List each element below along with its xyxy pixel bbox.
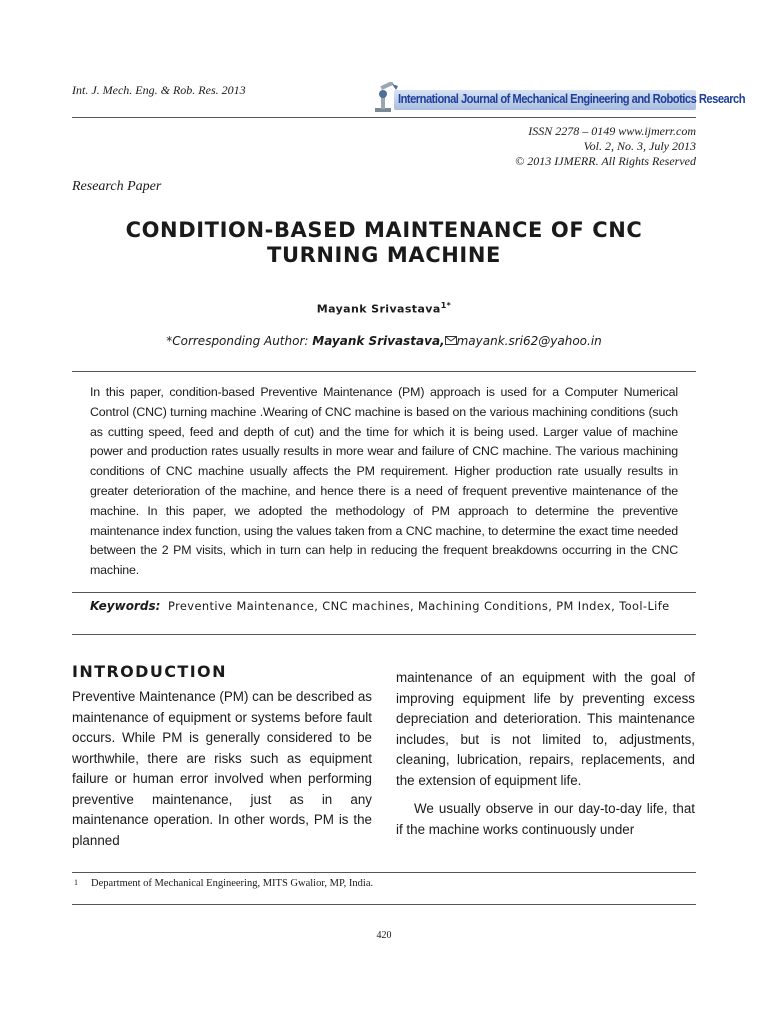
envelope-icon <box>445 334 457 348</box>
right-paragraph-1: maintenance of an equipment with the goal of improving equipment life by preventing excess depreciation and deterioration. This maintenance includes, but is not limited to, adjustments, cleaning, lubrication, repairs, replacements, and the extension of equipment life. <box>396 670 695 788</box>
section-heading-introduction: INTRODUCTION <box>72 662 227 681</box>
keywords-label: Keywords: <box>90 599 161 613</box>
corresponding-prefix: *Corresponding Author: <box>166 334 313 348</box>
journal-full-title: International Journal of Mechanical Engineering and Robotics Research <box>398 91 746 106</box>
header-divider <box>72 117 696 118</box>
author-line <box>72 301 696 316</box>
left-column-text: Preventive Maintenance (PM) can be described as maintenance of equipment or systems before fault occurs. While PM is generally considered to be worthwhile, there are risks such as equipment failure or human error involved when performing preventive maintenance, just as in any maintenance operation. In other words, PM is the planned <box>72 689 372 848</box>
right-column <box>396 668 695 840</box>
author-superscript: 1* <box>440 301 452 310</box>
journal-logo <box>372 82 746 114</box>
right-paragraph-2: We usually observe in our day-to-day life, that if the machine works continuously under <box>396 801 695 837</box>
footnote-text: Department of Mechanical Engineering, MITS Gwalior, MP, India. <box>91 878 374 889</box>
footnote-divider <box>72 872 696 873</box>
abstract-top-rule <box>72 371 696 372</box>
footnote-mark: 1 <box>74 878 78 887</box>
footer-divider <box>72 904 696 905</box>
page-number: 420 <box>376 930 392 941</box>
abstract-keyword-rule <box>72 592 696 593</box>
journal-short-title: Int. J. Mech. Eng. & Rob. Res. 2013 <box>72 83 246 97</box>
copyright-line: © 2013 IJMERR. All Rights Reserved <box>515 154 696 168</box>
issn-line: ISSN 2278 – 0149 www.ijmerr.com <box>528 124 696 138</box>
article-type-label: Research Paper <box>72 179 162 194</box>
corresponding-name: Mayank Srivastava, <box>312 334 445 348</box>
corresponding-author <box>72 334 696 348</box>
paper-title: CONDITION-BASED MAINTENANCE OF CNC TURNING MACHINE <box>125 218 643 267</box>
keywords-text: Preventive Maintenance, CNC machines, Machining Conditions, PM Index, Tool-Life <box>168 599 670 613</box>
abstract-text: In this paper, condition-based Preventive Maintenance (PM) approach is used for a Computer Numerical Control (CNC) turning machine .Wearing of CNC machine is based on the various machining conditions (such as cutting speed, feed and depth of cut) and the time for which it is being used. Larger value of machine power and production rates usually results in more wear and failure of CNC machine. The various machining conditions of CNC machine usually affects the PM requirement. Higher production rate usually results in greater deterioration of the machine, and hence there is a need of frequent preventive maintenance of the machine. In this paper, we adopted the methodology of PM approach to determine the preventive maintenance index function, using the values taken from a CNC machine, to determine the exact time needed between the 2 PM visits, which in turn can help in reducing the frequent breakdowns occurring in the CNC machine. <box>90 385 678 578</box>
author-name: Mayank Srivastava <box>316 302 441 316</box>
volume-line: Vol. 2, No. 3, July 2013 <box>583 139 696 153</box>
corresponding-email[interactable]: mayank.sri62@yahoo.in <box>456 334 602 348</box>
abstract-bottom-rule <box>72 634 696 635</box>
